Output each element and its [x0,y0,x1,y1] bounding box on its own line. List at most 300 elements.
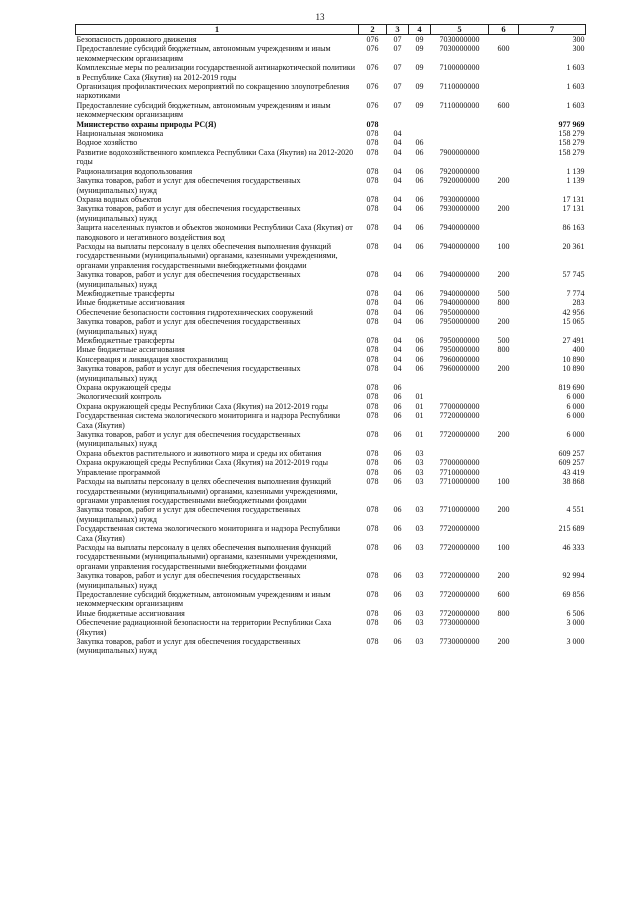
row-expense-type: 600 [497,589,510,599]
row-section-code: 04 [393,364,402,374]
row-subsection-code: 03 [415,608,424,618]
table-row [76,44,586,63]
row-subsection-code: 06 [415,364,424,374]
row-expense-type: 500 [497,288,510,298]
row-target-article: 7720000000 [439,608,480,618]
row-amount: 6 000 [566,401,585,411]
row-name: Защита населенных пунктов и объектов экономики Республики Саха (Якутия) от паводкового и негативного воздействия вод [76,223,353,242]
table-row [76,167,586,176]
row-target-article: 7960000000 [439,354,480,364]
row-section-code: 06 [393,608,402,618]
row-expense-type [489,82,519,101]
table-row [76,298,586,307]
row-amount: 400 [572,345,585,355]
row-expense-type [489,468,519,477]
row-grbs-code: 078 [366,430,379,440]
table-row [76,524,586,543]
table-row [76,129,586,138]
row-expense-type [489,458,519,467]
row-subsection-code: 03 [415,524,424,534]
row-section-code: 04 [393,138,402,148]
row-grbs-code: 078 [366,448,379,458]
row-amount: 609 257 [558,448,585,458]
row-section-code: 06 [393,637,402,646]
row-name: Государственная система экологического мониторинга и надзора Республики Саха (Якутия) [76,524,341,543]
row-subsection-code [409,383,431,392]
table-row [76,477,586,505]
row-grbs-code: 078 [366,119,379,129]
row-subsection-code: 09 [415,63,424,73]
row-amount: 283 [572,298,585,308]
row-grbs-code: 078 [366,411,379,421]
row-subsection-code: 03 [415,618,424,628]
row-grbs-code: 078 [366,364,379,374]
row-section-code: 04 [393,176,402,186]
row-name: Предоставление субсидий бюджетным, автономным учреждениям и иным некоммерческим организациям [76,100,331,120]
row-target-article: 7710000000 [439,505,480,515]
row-section-code: 06 [393,401,402,411]
row-amount: 6 000 [566,392,585,402]
row-amount: 7 774 [566,288,585,298]
row-name: Охрана окружающей среды [76,383,171,393]
row-subsection-code: 03 [415,542,424,552]
row-expense-type [489,618,519,637]
row-subsection-code: 01 [415,401,424,411]
row-expense-type: 200 [497,505,510,515]
row-grbs-code: 076 [366,35,379,44]
row-expense-type: 500 [497,336,510,345]
row-grbs-code: 078 [366,204,379,214]
header-col-6: 6 [489,25,519,35]
table-row [76,223,586,242]
row-section-code: 04 [393,194,402,204]
row-grbs-code: 078 [366,505,379,515]
table-row [76,571,586,590]
row-target-article: 7900000000 [439,147,480,157]
row-subsection-code: 06 [415,288,424,298]
row-amount: 57 745 [562,270,585,280]
row-expense-type [489,524,519,543]
row-amount: 17 131 [562,204,585,214]
table-row [76,364,586,383]
row-amount: 609 257 [558,458,585,468]
row-expense-type: 800 [497,608,510,618]
row-subsection-code: 06 [415,204,424,214]
row-section-code: 04 [393,345,402,355]
row-target-article: 7110000000 [439,82,480,92]
row-subsection-code: 06 [415,307,424,317]
row-subsection-code: 03 [415,467,424,477]
row-section-code: 07 [393,100,402,110]
row-amount: 20 361 [562,241,585,251]
row-amount: 158 279 [558,138,585,148]
row-expense-type [489,138,519,147]
row-name: Предоставление субсидий бюджетным, автономным учреждениям и иным некоммерческим организациям [76,589,331,609]
row-name: Иные бюджетные ассигнования [76,298,185,308]
row-expense-type [489,402,519,411]
row-target-article: 7710000000 [439,467,480,477]
row-target-article: 7950000000 [439,336,480,345]
row-name: Расходы на выплаты персоналу в целях обеспечения выполнения функций государственными (муниципальными) органами, казенными учреждениями, органами управления государственными внебюджетными фондами [76,477,338,505]
row-expense-type [489,392,519,401]
row-section-code: 04 [393,223,402,233]
row-target-article: 7940000000 [439,270,480,280]
row-amount: 819 690 [558,383,585,393]
row-amount: 38 868 [562,477,585,487]
row-name: Закупка товаров, работ и услуг для обеспечения государственных (муниципальных) нужд [76,204,301,223]
table-row [76,543,586,571]
row-expense-type: 100 [497,542,510,552]
row-amount: 977 969 [558,119,585,129]
row-amount: 158 279 [558,147,585,157]
row-subsection-code: 09 [415,35,424,44]
row-amount: 17 131 [562,194,585,204]
row-section-code: 06 [393,430,402,440]
row-subsection-code: 03 [415,637,424,646]
row-grbs-code: 078 [366,176,379,186]
row-name: Расходы на выплаты персоналу в целях обеспечения выполнения функций государственными (муниципальными) органами, казенными учреждениями, органами управления государственными внебюджетными фондами [76,542,338,571]
row-target-article: 7730000000 [439,618,480,628]
row-amount: 86 163 [562,223,585,233]
row-grbs-code: 078 [366,138,379,148]
table-row [76,609,586,618]
row-amount: 42 956 [562,307,585,317]
table-row [76,63,586,82]
row-name: Обеспечение безопасности состояния гидротехнических сооружений [76,307,313,317]
row-section-code: 04 [393,317,402,327]
row-name: Предоставление субсидий бюджетным, автономным учреждениям и иным некоммерческим организациям [76,44,331,63]
row-target-article: 7700000000 [439,401,480,411]
table-row [76,449,586,458]
row-amount: 1 603 [566,63,585,73]
row-grbs-code: 076 [366,63,379,73]
table-row [76,355,586,364]
row-target-article: 7720000000 [439,589,480,599]
row-section-code: 06 [393,505,402,515]
row-expense-type [489,383,519,392]
row-expense-type: 600 [497,44,510,54]
table-row [76,35,586,45]
row-subsection-code: 01 [415,430,424,440]
row-expense-type: 800 [497,298,510,308]
row-amount: 1 139 [566,176,585,186]
row-name: Экологический контроль [76,392,162,402]
row-section-code: 06 [393,448,402,458]
row-subsection-code: 03 [415,477,424,487]
row-name: Развитие водохозяйственного комплекса Республики Саха (Якутия) на 2012-2020 годы [76,147,354,167]
row-expense-type [489,167,519,176]
table-body [76,35,586,656]
row-grbs-code: 078 [366,307,379,317]
row-amount: 92 994 [562,571,585,581]
row-amount: 10 890 [562,354,585,364]
row-expense-type: 800 [497,345,510,355]
row-target-article: 7920000000 [439,166,480,176]
row-target-article [431,120,489,129]
row-amount: 1 603 [566,100,585,110]
row-amount: 15 065 [562,317,585,327]
header-col-1: 1 [76,25,359,35]
row-subsection-code: 06 [415,345,424,355]
table-row [76,430,586,449]
row-grbs-code: 078 [366,608,379,618]
row-name: Организация профилактических мероприятий по сокращению злоупотребления наркотиками [76,82,350,101]
header-col-4: 4 [409,25,431,35]
row-grbs-code: 078 [366,524,379,534]
row-section-code: 06 [393,477,402,487]
budget-table [75,24,586,656]
row-amount: 300 [572,35,585,44]
row-grbs-code: 078 [366,392,379,402]
row-target-article [431,383,489,392]
row-subsection-code: 06 [415,147,424,157]
header-col-5: 5 [431,25,489,35]
row-target-article: 7950000000 [439,307,480,317]
row-subsection-code: 03 [415,448,424,458]
row-section-code: 04 [393,129,402,139]
row-target-article: 7730000000 [439,637,480,646]
row-target-article: 7720000000 [439,542,480,552]
table-row [76,637,586,656]
row-name: Охрана объектов растительного и животного мира и среды их обитания [76,448,322,458]
table-row [76,270,586,289]
row-section-code: 04 [393,204,402,214]
row-section-code: 07 [393,35,402,44]
row-amount: 69 856 [562,589,585,599]
row-target-article: 7930000000 [439,194,480,204]
row-name: Закупка товаров, работ и услуг для обеспечения государственных (муниципальных) нужд [76,505,301,524]
row-name: Закупка товаров, работ и услуг для обеспечения государственных (муниципальных) нужд [76,571,301,590]
row-grbs-code: 078 [366,542,379,552]
row-amount: 3 000 [566,618,585,628]
row-subsection-code: 03 [415,458,424,468]
row-amount: 6 000 [566,411,585,421]
row-name: Межбюджетные трансферты [76,288,175,298]
table-row [76,308,586,317]
row-expense-type [489,355,519,364]
row-name: Закупка товаров, работ и услуг для обеспечения государственных (муниципальных) нужд [76,270,301,289]
row-expense-type: 200 [497,571,510,581]
row-expense-type: 200 [497,176,510,186]
row-section-code: 06 [393,618,402,628]
table-row [76,204,586,223]
row-name: Закупка товаров, работ и услуг для обеспечения государственных (муниципальных) нужд [76,637,301,656]
row-grbs-code: 078 [366,317,379,327]
row-subsection-code: 06 [415,298,424,308]
row-subsection-code: 01 [415,392,424,402]
row-name: Расходы на выплаты персоналу в целях обеспечения выполнения функций государственными (муниципальными) органами, казенными учреждениями, органами управления государственными внебюджетными фондами [76,241,338,270]
row-expense-type: 100 [497,477,510,487]
row-amount: 215 689 [558,524,585,534]
row-grbs-code: 076 [366,100,379,110]
row-grbs-code: 078 [366,288,379,298]
row-grbs-code: 078 [366,270,379,280]
row-grbs-code: 078 [366,383,379,393]
row-target-article [431,129,489,138]
row-name: Иные бюджетные ассигнования [76,608,185,618]
row-grbs-code: 078 [366,618,379,628]
row-target-article: 7940000000 [439,298,480,308]
row-amount: 43 419 [562,467,585,477]
row-grbs-code: 078 [366,401,379,411]
row-amount: 1 603 [566,82,585,92]
row-subsection-code: 06 [415,354,424,364]
row-subsection-code: 06 [415,194,424,204]
row-target-article: 7720000000 [439,571,480,581]
table-row [76,317,586,336]
row-amount: 6 000 [566,430,585,440]
row-grbs-code: 078 [366,194,379,204]
row-grbs-code: 078 [366,147,379,157]
table-row [76,618,586,637]
row-amount: 3 000 [566,637,585,646]
row-grbs-code: 078 [366,298,379,308]
row-section-code: 04 [393,336,402,345]
row-target-article: 7930000000 [439,204,480,214]
row-name: Охрана окружающей среды Республики Саха (Якутия) на 2012-2019 годы [76,401,328,411]
row-grbs-code: 078 [366,477,379,487]
row-expense-type: 200 [497,364,510,374]
row-name: Управление программой [76,467,161,477]
table-row [76,392,586,401]
row-amount: 300 [572,44,585,54]
row-expense-type [489,63,519,82]
row-name: Консервация и ликвидация хвостохранилищ [76,354,228,364]
row-section-code: 07 [393,82,402,92]
table-row [76,176,586,195]
row-name: Государственная система экологического мониторинга и надзора Республики Саха (Якутия) [76,411,341,430]
row-expense-type [489,223,519,242]
table-row [76,505,586,524]
row-section-code: 04 [393,307,402,317]
row-subsection-code: 06 [415,336,424,345]
row-grbs-code: 078 [366,589,379,599]
row-name: Закупка товаров, работ и услуг для обеспечения государственных (муниципальных) нужд [76,430,301,449]
row-target-article: 7720000000 [439,411,480,421]
row-amount: 6 506 [566,608,585,618]
row-expense-type [489,35,519,45]
row-name: Рационализация водопользования [76,166,193,176]
row-grbs-code: 078 [366,458,379,468]
row-target-article: 7030000000 [439,44,480,54]
row-subsection-code: 06 [415,138,424,148]
row-name: Межбюджетные трансферты [76,336,175,345]
row-target-article: 7110000000 [439,100,480,110]
row-section-code [387,120,409,129]
row-subsection-code: 06 [415,241,424,251]
table-row [76,148,586,167]
table-row [76,383,586,392]
row-section-code: 06 [393,542,402,552]
row-subsection-code: 03 [415,505,424,515]
row-subsection-code: 09 [415,82,424,92]
row-subsection-code: 01 [415,411,424,421]
table-row [76,289,586,298]
row-expense-type: 200 [497,430,510,440]
row-target-article [431,392,489,401]
row-subsection-code: 06 [415,166,424,176]
row-section-code: 06 [393,589,402,599]
row-grbs-code: 076 [366,82,379,92]
row-section-code: 06 [393,383,402,393]
row-name: Комплексные меры по реализации государственной антинаркотической политики в Республике Саха (Якутия) на 2012-2019 годы [76,63,356,82]
header-col-3: 3 [387,25,409,35]
row-subsection-code: 09 [415,44,424,54]
table-row [76,82,586,101]
row-amount: 4 551 [566,505,585,515]
row-expense-type [489,308,519,317]
row-expense-type: 200 [497,637,510,646]
row-subsection-code: 03 [415,571,424,581]
row-expense-type: 200 [497,204,510,214]
row-section-code: 04 [393,166,402,176]
row-grbs-code: 078 [366,241,379,251]
row-target-article: 7710000000 [439,477,480,487]
row-grbs-code: 078 [366,637,379,646]
row-name: Обеспечение радиационной безопасности на территории Республики Саха (Якутия) [76,618,332,637]
row-section-code: 04 [393,354,402,364]
row-expense-type [489,129,519,138]
header-col-2: 2 [359,25,387,35]
row-section-code: 04 [393,241,402,251]
row-expense-type: 200 [497,317,510,327]
row-amount: 27 491 [562,336,585,345]
row-section-code: 06 [393,571,402,581]
table-row [76,458,586,467]
row-section-code: 06 [393,467,402,477]
row-name: Охрана водных объектов [76,194,162,204]
row-grbs-code: 078 [366,354,379,364]
row-expense-type [489,120,519,129]
row-target-article: 7950000000 [439,345,480,355]
row-section-code: 07 [393,44,402,54]
row-subsection-code: 09 [415,100,424,110]
page-number: 13 [315,12,325,22]
row-section-code: 06 [393,392,402,402]
table-row [76,101,586,120]
row-grbs-code: 078 [366,166,379,176]
row-target-article: 7920000000 [439,176,480,186]
row-name: Охрана окружающей среды Республики Саха (Якутия) на 2012-2019 годы [76,458,328,468]
row-name: Национальная экономика [76,129,164,139]
row-subsection-code: 06 [415,176,424,186]
row-subsection-code: 06 [415,223,424,233]
table-row [76,402,586,411]
row-name: Иные бюджетные ассигнования [76,345,185,355]
row-expense-type: 100 [497,241,510,251]
row-grbs-code: 078 [366,571,379,581]
row-subsection-code: 06 [415,317,424,327]
row-name: Министерство охраны природы РС(Я) [76,119,217,129]
row-target-article: 7940000000 [439,241,480,251]
row-target-article [431,138,489,147]
table-row [76,138,586,147]
row-expense-type: 200 [497,270,510,280]
row-target-article: 7700000000 [439,458,480,468]
row-target-article: 7720000000 [439,430,480,440]
row-grbs-code: 078 [366,129,379,139]
row-grbs-code: 078 [366,336,379,345]
row-expense-type [489,449,519,458]
table-row [76,590,586,609]
row-target-article: 7960000000 [439,364,480,374]
row-subsection-code: 03 [415,589,424,599]
table-row [76,242,586,270]
row-section-code: 04 [393,147,402,157]
row-expense-type [489,195,519,204]
row-grbs-code: 076 [366,44,379,54]
row-section-code: 06 [393,524,402,534]
